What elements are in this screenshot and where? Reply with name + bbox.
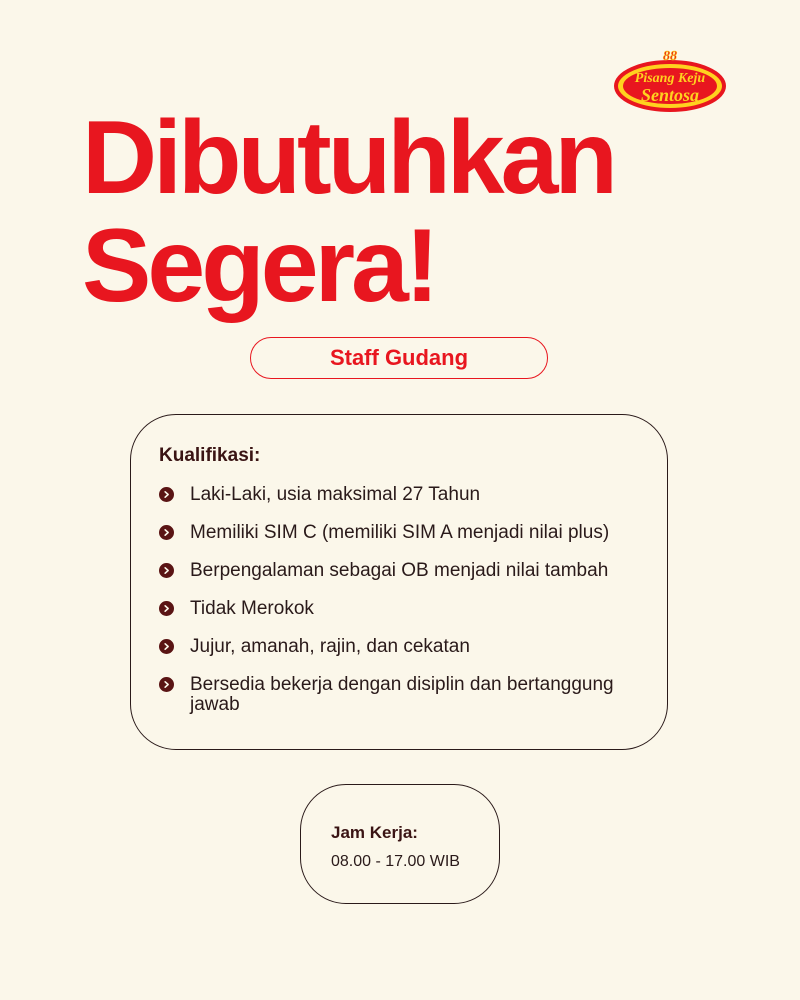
list-item-text: Berpengalaman sebagai OB menjadi nilai tambah	[190, 560, 609, 581]
list-item-text: Bersedia bekerja dengan disiplin dan bertanggung jawab	[190, 674, 614, 715]
logo-line2: Sentosa	[640, 85, 700, 105]
headline-line2: Segera!	[82, 208, 436, 325]
list-item-text: Jujur, amanah, rajin, dan cekatan	[190, 636, 470, 657]
qualifications-list	[159, 485, 643, 715]
position-badge	[250, 337, 548, 379]
qualifications-title: Kualifikasi:	[159, 445, 261, 466]
logo-number: 88	[663, 49, 677, 64]
list-item-text: Laki-Laki, usia maksimal 27 Tahun	[190, 484, 481, 505]
chevron-right-icon	[159, 563, 174, 578]
headline-line1: Dibutuhkan	[82, 100, 614, 216]
list-item	[159, 485, 643, 505]
brand-logo	[610, 46, 730, 116]
qualifications-card	[130, 414, 668, 750]
chevron-right-icon	[159, 639, 174, 654]
list-item	[159, 599, 643, 619]
list-item	[159, 675, 643, 715]
position-label: Staff Gudang	[329, 345, 469, 370]
work-hours-card	[300, 784, 500, 904]
chevron-right-icon	[159, 487, 174, 502]
chevron-right-icon	[159, 601, 174, 616]
list-item-text: Memiliki SIM C (memiliki SIM A menjadi nilai plus)	[190, 522, 610, 543]
work-hours-title: Jam Kerja:	[331, 823, 418, 842]
list-item	[159, 637, 643, 657]
page-title	[82, 100, 614, 325]
logo-line1: Pisang Keju	[634, 71, 706, 86]
list-item	[159, 523, 643, 543]
list-item-text: Tidak Merokok	[190, 598, 314, 619]
list-item	[159, 561, 643, 581]
chevron-right-icon	[159, 525, 174, 540]
chevron-right-icon	[159, 677, 174, 692]
work-hours-value: 08.00 - 17.00 WIB	[331, 853, 460, 870]
